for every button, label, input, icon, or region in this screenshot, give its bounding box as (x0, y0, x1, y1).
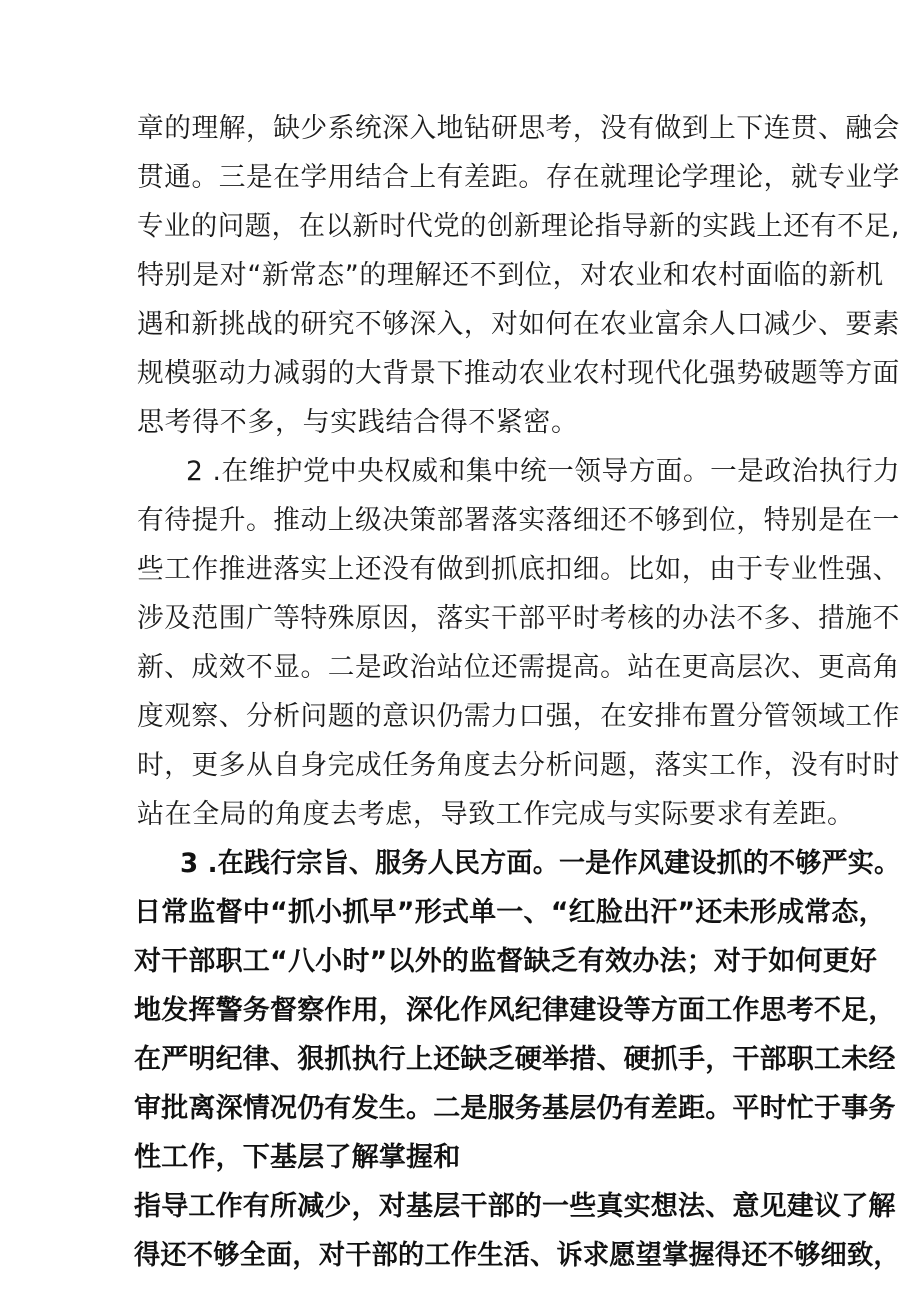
paragraph-3-line: 地发挥警务督察作用，深化作风纪律建设等方面工作思考不足， (134, 995, 896, 1026)
paragraph-3-line: 审批离深情况仍有发生。二是服务基层仍有差距。平时忙于事务 (134, 1093, 896, 1124)
paragraph-2-line: 涉及范围广等特殊原因，落实干部平时考核的办法不多、措施不 (137, 603, 900, 634)
paragraph-3-line: 指导工作有所减少，对基层干部的一些真实想法、意见建议了解 (134, 1191, 896, 1222)
paragraph-2-line: 新、成效不显。二是政治站位还需提高。站在更高层次、更高角 (137, 652, 900, 683)
paragraph-3-line: 性工作，下基层了解掌握和 (134, 1142, 461, 1173)
paragraph-2-line: 站在全局的角度去考虑，导致工作完成与实际要求有差距。 (137, 799, 855, 830)
paragraph-1-line: 专业的问题，在以新时代党的创新理论指导新的实践上还有不足, (137, 211, 900, 242)
paragraph-3-line: 3 .在践行宗旨、服务人民方面。一是作风建设抓的不够严实。 (180, 848, 901, 879)
paragraph-1-line: 特别是对“新常态”的理解还不到位，对农业和农村面临的新机 (137, 260, 884, 291)
paragraph-3-line: 日常监督中“抓小抓早”形式单一、“红脸出汗”还未形成常态， (134, 897, 886, 928)
paragraph-2-line: 度观察、分析问题的意识仍需力口强，在安排布置分管领域工作 (137, 701, 900, 732)
paragraph-3-line: 得还不够全面，对干部的工作生活、诉求愿望掌握得还不够细致， (134, 1240, 900, 1271)
paragraph-1-line: 规模驱动力减弱的大背景下推动农业农村现代化强势破题等方面 (137, 358, 900, 389)
paragraph-1-line: 思考得不多，与实践结合得不紧密。 (137, 407, 579, 438)
paragraph-1-line: 遇和新挑战的研究不够深入，对如何在农业富余人口减少、要素 (137, 309, 900, 340)
paragraph-2-line: 有待提升。推动上级决策部署落实落细还不够到位，特别是在一 (137, 505, 900, 536)
paragraph-1-line: 贯通。三是在学用结合上有差距。存在就理论学理论，就专业学 (137, 162, 900, 193)
paragraph-2-line: 些工作推进落实上还没有做到抓底扣细。比如，由于专业性强、 (137, 554, 900, 585)
paragraph-2-line: 2 .在维护党中央权威和集中统一领导方面。一是政治执行力 (186, 456, 901, 487)
paragraph-3-line: 在严明纪律、狠抓执行上还缺乏硬举措、硬抓手，干部职工未经 (134, 1044, 896, 1075)
paragraph-3-line: 对干部职工“八小时”以外的监督缺乏有效办法；对于如何更好 (134, 946, 878, 977)
paragraph-2-line: 时，更多从自身完成任务角度去分析问题，落实工作，没有时时 (137, 750, 900, 781)
paragraph-1-line: 章的理解，缺少系统深入地钻研思考，没有做到上下连贯、融会 (137, 113, 900, 144)
